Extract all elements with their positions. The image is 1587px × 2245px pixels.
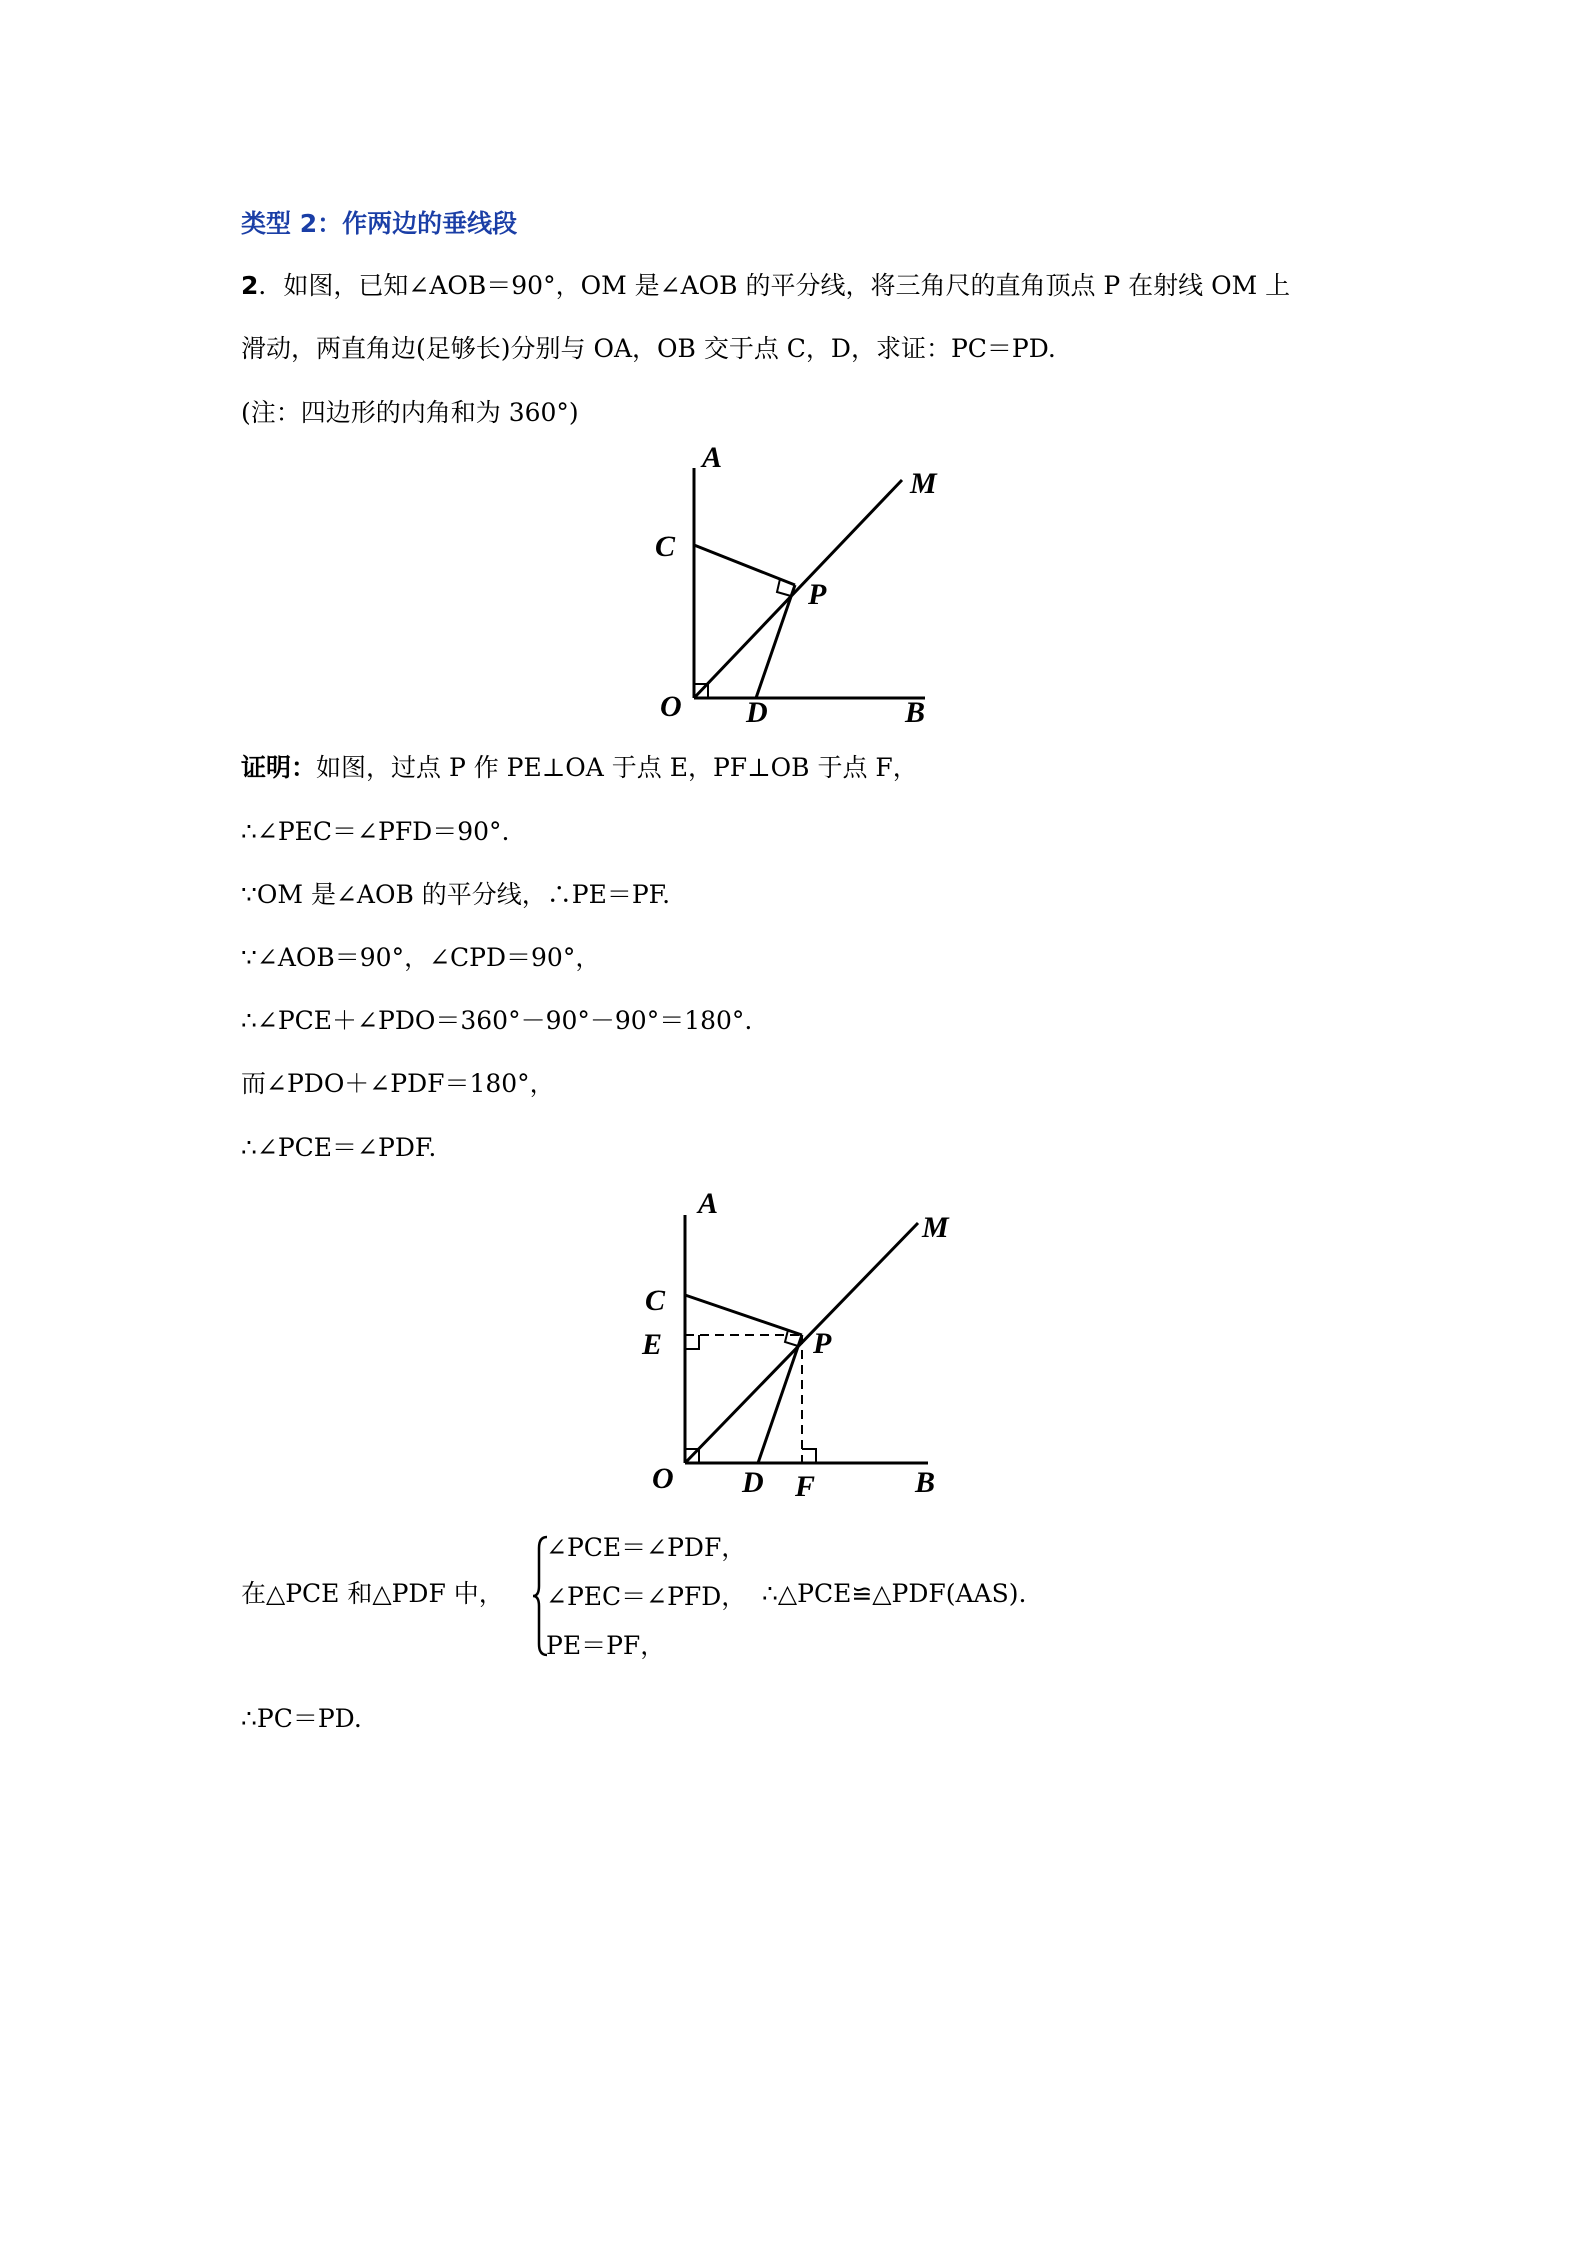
right-angle-mark-e bbox=[685, 1335, 699, 1349]
proof-line-4: ∵∠AOB＝90°，∠CPD＝90°， bbox=[241, 943, 601, 972]
label-m: M bbox=[910, 467, 937, 500]
proof-line-1 bbox=[241, 752, 918, 784]
condition-1: ∠PCE＝∠PDF， bbox=[546, 1533, 747, 1562]
right-angle-mark-f bbox=[802, 1449, 816, 1463]
figure-1 bbox=[640, 440, 980, 740]
label-d: D bbox=[742, 1466, 764, 1499]
label-b: B bbox=[905, 696, 926, 729]
proof-line-2: ∴∠PEC＝∠PFD＝90°. bbox=[241, 817, 510, 846]
proof-line-6: 而∠PDO＋∠PDF＝180°， bbox=[241, 1069, 555, 1098]
label-a: A bbox=[702, 441, 723, 474]
segment-cp bbox=[685, 1295, 802, 1335]
label-p: P bbox=[808, 578, 827, 611]
proof-line-7: ∴∠PCE＝∠PDF. bbox=[241, 1133, 437, 1162]
problem-line-1 bbox=[241, 270, 1290, 302]
label-o: O bbox=[652, 1462, 674, 1495]
label-m: M bbox=[922, 1211, 949, 1244]
proof-text-1: 如图，过点 P 作 PE⊥OA 于点 E，PF⊥OB 于点 F， bbox=[316, 753, 918, 782]
congruence-result: ∴△PCE≌△PDF(AAS). bbox=[762, 1579, 1027, 1608]
label-f: F bbox=[795, 1470, 816, 1503]
conclusion: ∴PC＝PD. bbox=[241, 1704, 362, 1733]
label-e: E bbox=[642, 1328, 663, 1361]
condition-2: ∠PEC＝∠PFD， bbox=[546, 1582, 747, 1611]
label-c: C bbox=[645, 1284, 666, 1317]
problem-note: (注：四边形的内角和为 360°) bbox=[241, 398, 579, 427]
proof-line-3: ∵OM 是∠AOB 的平分线，∴PE＝PF. bbox=[241, 880, 671, 909]
congruence-prefix: 在△PCE 和△PDF 中， bbox=[241, 1579, 504, 1608]
condition-3: PE＝PF， bbox=[546, 1631, 666, 1660]
label-o: O bbox=[660, 690, 682, 723]
proof-label: 证明： bbox=[241, 753, 317, 782]
ray-om bbox=[694, 480, 902, 698]
segment-pd bbox=[758, 1335, 802, 1463]
label-b: B bbox=[915, 1466, 936, 1499]
label-c: C bbox=[655, 530, 676, 563]
problem-number: 2 bbox=[241, 271, 259, 300]
segment-pd bbox=[756, 585, 795, 698]
proof-line-5: ∴∠PCE＋∠PDO＝360°－90°－90°＝180°. bbox=[241, 1006, 753, 1035]
label-a: A bbox=[698, 1187, 719, 1220]
label-d: D bbox=[746, 696, 768, 729]
problem-text-1: ．如图，已知∠AOB＝90°，OM 是∠AOB 的平分线，将三角尺的直角顶点 P 在射线 OM 上 bbox=[258, 271, 1291, 300]
label-p: P bbox=[813, 1327, 832, 1360]
section-heading: 类型 2：作两边的垂线段 bbox=[241, 209, 518, 238]
figure-2 bbox=[630, 1185, 970, 1505]
problem-line-2: 滑动，两直角边(足够长)分别与 OA，OB 交于点 C，D，求证：PC＝PD. bbox=[241, 334, 1056, 363]
